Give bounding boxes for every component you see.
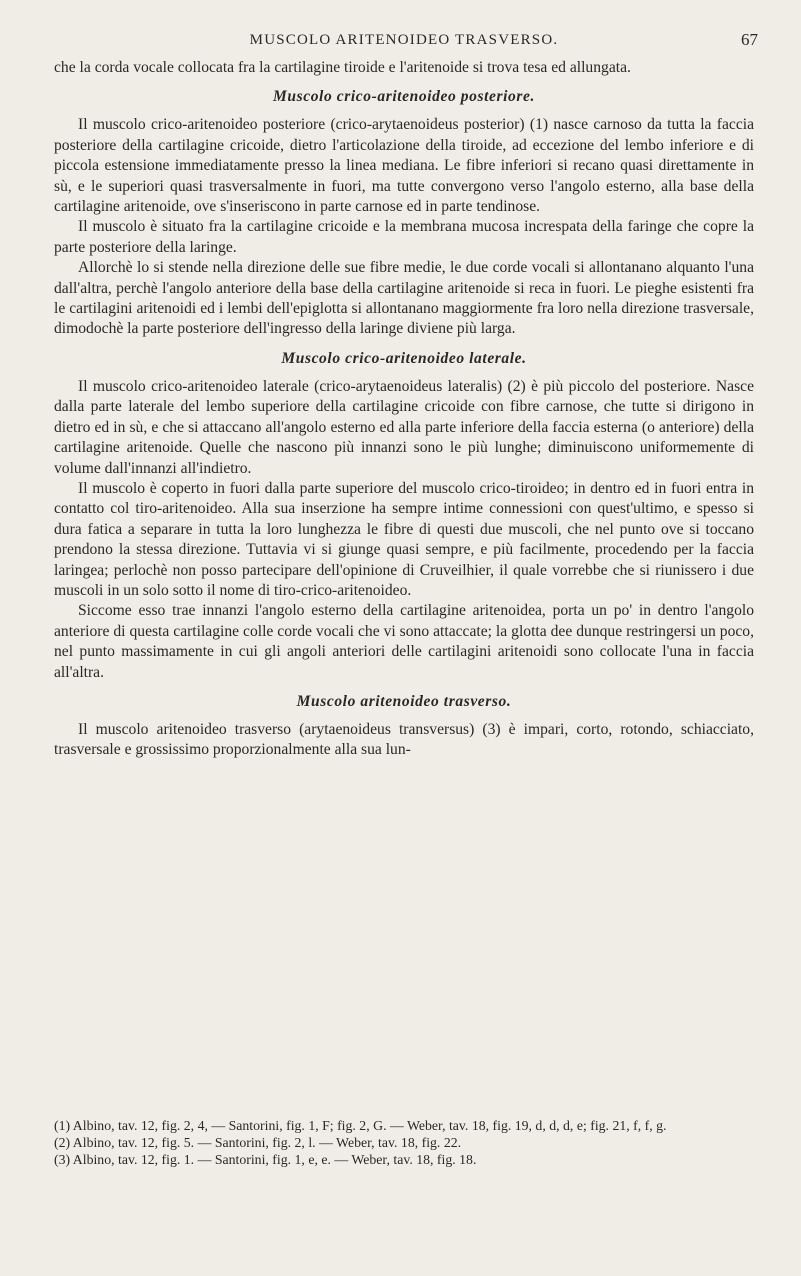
page	[54, 30, 758, 761]
paragraph-laterale-3: Siccome esso trae innanzi l'angolo esterno della cartilagine aritenoidea, porta un po' in dentro l'angolo anteriore di questa cartilagine colle corde vocali che vi sono attaccate; la glotta dee dunque restringersi un poco, nel punto massimamente in cui gli angoli anteriori delle cartilagini aritenoidi sono collocate l'una in faccia all'altra.	[54, 602, 754, 681]
page-number: 67	[741, 30, 758, 49]
paragraph-posteriore-2: Il muscolo è situato fra la cartilagine cricoide e la membrana mucosa increspata della faringe che copre la parte posteriore della laringe.	[54, 218, 754, 256]
running-title: MUSCOLO ARITENOIDEO TRASVERSO.	[249, 32, 559, 48]
paragraph-laterale-2: Il muscolo è coperto in fuori dalla parte superiore del muscolo crico-tiroideo; in dentro ed in fuori entra in contatto col tiro-aritenoideo. Alla sua inserzione ha sempre intime connessioni con quest'ultimo, e spesso si dura fatica a separare in tutta la loro lunghezza le fibre di questi due muscoli, che nel punto ove si toccano prendono la stessa direzione. Tuttavia vi si giunge quasi sempre, e più facilmente, procedendo per la faccia laringea; perlochè non posso partecipare dell'opinione di Cruveilhier, il quale vorrebbe che si riunissero i due muscoli in un solo sotto il nome di tiro-crico-aritenoideo.	[54, 479, 754, 599]
footnotes	[54, 1117, 756, 1168]
footnote-3: (3) Albino, tav. 12, fig. 1. — Santorini, fig. 1, e, e. — Weber, tav. 18, fig. 18.	[54, 1152, 477, 1167]
section-heading-trasverso: Muscolo aritenoideo trasverso.	[296, 692, 512, 710]
section-heading-posteriore: Muscolo crico-aritenoideo posteriore.	[272, 88, 535, 106]
paragraph-trasverso-1: Il muscolo aritenoideo trasverso (arytaenoideus transversus) (3) è impari, corto, rotondo, schiacciato, trasversale e grossissimo proporzionalmente alla sua lun-	[54, 720, 754, 759]
section-heading-laterale: Muscolo crico-aritenoideo laterale.	[281, 349, 527, 367]
running-head	[54, 30, 758, 56]
intro-paragraph: che la corda vocale collocata fra la cartilagine tiroide e l'aritenoide si trova tesa ed allungata.	[54, 59, 631, 76]
paragraph-laterale-1: Il muscolo crico-aritenoideo laterale (crico-arytaenoideus lateralis) (2) è più piccolo del posteriore. Nasce dalla parte laterale del lembo superiore della cartilagine cricoide con fibre carnose, che tutte si dirigono in dietro ed in sù, e che si attaccano all'angolo esterno ed alla parte inferiore della faccia esterna (o anteriore) della cartilagine aritenoide. Quelle che nascono più innanzi sono le più lunghe; diminuiscono uniformemente di volume dall'innanzi all'indietro.	[54, 377, 754, 477]
paragraph-posteriore-1: Il muscolo crico-aritenoideo posteriore (crico-arytaenoideus posterior) (1) nasce carnoso da tutta la faccia posteriore della cartilagine cricoide, dietro l'articolazione della tiroide, ad eccezione del lembo inferiore e di piccola estensione immediatamente presso la linea mediana. Le fibre inferiori si recano quasi direttamente in sù, e le superiori quasi trasversalmente in fuori, ma tutte convergono verso l'angolo esterno, alla base della cartilagine aritenoide, ove s'inseriscono in parte carnose ed in parte tendinose.	[54, 116, 754, 216]
footnote-2: (2) Albino, tav. 12, fig. 5. — Santorini, fig. 2, l. — Weber, tav. 18, fig. 22.	[54, 1135, 462, 1150]
paragraph-posteriore-3: Allorchè lo si stende nella direzione delle sue fibre medie, le due corde vocali si allontanano alquanto l'una dall'altra, perchè l'angolo anteriore della base della cartilagine aritenoide si reca in fuori. Le pieghe esistenti fra le cartilagini aritenoidi ed i lembi dell'epiglotta si allontanano maggiormente fra loro nella direzione trasversale, dimodochè la parte posteriore dell'ingresso della laringe diviene più larga.	[54, 259, 754, 338]
footnote-1: (1) Albino, tav. 12, fig. 2, 4, — Santorini, fig. 1, F; fig. 2, G. — Weber, tav. 18, fig. 19, d, d, d, e; fig. 21, f, f, g.	[54, 1118, 667, 1133]
